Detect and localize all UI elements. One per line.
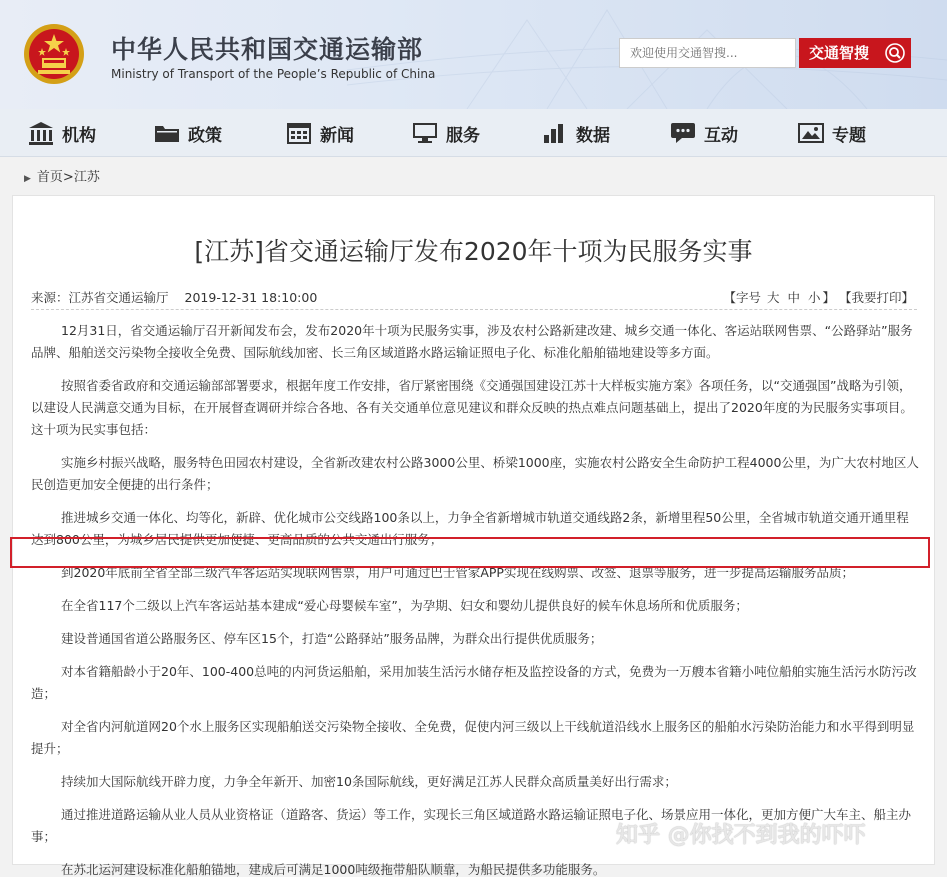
article-source: 来源：江苏省交通运输厅 xyxy=(31,290,169,305)
nav-item-label: 政策 xyxy=(188,125,222,146)
paragraph: 对本省籍船龄小于20年、100-400总吨的内河货运船舶，采用加装生活污水储存柜及监控设备的方式，免费为一万艘本省籍小吨位船舶实施生活污水防污改造； xyxy=(31,664,917,701)
nav-item-agency[interactable] xyxy=(28,109,96,157)
national-emblem-icon xyxy=(22,22,86,86)
monitor-icon xyxy=(412,121,438,145)
paragraph: 对全省内河航道网20个水上服务区实现船舶送交污染物全接收、全免费，促使内河三级以上干线航道沿线水上服务区的船舶水污染防治能力和水平得到明显提升； xyxy=(31,719,915,756)
article-body xyxy=(31,320,921,877)
article-meta xyxy=(31,288,317,306)
search-button[interactable] xyxy=(799,38,911,68)
paragraph: 在全省117个二级以上汽车客运站基本建成“爱心母婴候车室”，为孕期、妇女和婴幼儿提供良好的候车休息场所和优质服务； xyxy=(61,598,748,613)
font-size-label: 【字号 xyxy=(723,290,761,305)
nav-item-label: 新闻 xyxy=(320,125,354,146)
nav-item-label: 服务 xyxy=(446,125,480,146)
nav-item-interaction[interactable] xyxy=(670,109,738,157)
article-title: [江苏]省交通运输厅发布2020年十项为民服务实事 xyxy=(194,237,753,266)
nav-item-policy[interactable] xyxy=(154,109,222,157)
folder-icon xyxy=(154,121,180,145)
paragraph: 建设普通国省道公路服务区、停车区15个，打造“公路驿站”服务品牌，为群众出行提供优质服务； xyxy=(61,631,603,646)
nav-item-service[interactable] xyxy=(412,109,480,157)
site-header xyxy=(0,0,947,109)
paragraph: 持续加大国际航线开辟力度，力争全年新开、加密10条国际航线，更好满足江苏人民群众高质量美好出行需求； xyxy=(61,774,677,789)
font-size-label-close: 】 xyxy=(822,290,835,305)
font-size-large-link[interactable]: 大 xyxy=(766,290,780,305)
search-icon xyxy=(885,43,905,63)
search-input[interactable] xyxy=(619,38,796,68)
article-tools xyxy=(723,288,914,306)
nav-item-label: 机构 xyxy=(62,125,96,146)
article-datetime: 2019-12-31 18:10:00 xyxy=(184,290,318,305)
paragraph: 在苏北运河建设标准化船舶锚地，建成后可满足1000吨级拖带船队顺靠，为船民提供多功能服务。 xyxy=(61,862,606,877)
paragraph: 通过推进道路运输从业人员从业资格证（道路客、货运）等工作，实现长三角区域道路水路运输证照电子化、场景应用一体化，更加方便广大车主、船主办事； xyxy=(31,807,912,844)
paragraph: 按照省委省政府和交通运输部部署要求，根据年度工作安排，省厅紧密围绕《交通强国建设江苏十大样板实施方案》各项任务，以“交通强国”战略为引领，以建设人民满意交通为目标，在开展督查调研并综合各地、各有关交通单位意见建议和群众反映的热点难点问题基础上，提出了2020年度的为民服务实事项目。这十项为民实事包括： xyxy=(31,378,913,437)
calendar-icon xyxy=(286,121,312,145)
building-icon xyxy=(28,121,54,145)
breadcrumb-arrow-icon: ▶ xyxy=(24,174,31,184)
image-icon xyxy=(798,121,824,145)
print-link[interactable]: 【我要打印】 xyxy=(838,290,914,305)
nav-item-news[interactable] xyxy=(286,109,354,157)
breadcrumb xyxy=(24,166,100,185)
nav-item-data[interactable] xyxy=(542,109,610,157)
meta-divider xyxy=(31,309,917,310)
chat-icon xyxy=(670,121,696,145)
search-button-label: 交通智搜 xyxy=(809,44,870,62)
breadcrumb-text[interactable]: 首页>江苏 xyxy=(36,170,100,185)
ministry-name-cn: 中华人民共和国交通运输部 xyxy=(111,35,424,64)
nav-item-label: 互动 xyxy=(704,125,738,146)
bar-chart-icon xyxy=(542,121,568,145)
paragraph: 12月31日，省交通运输厅召开新闻发布会，发布2020年十项为民服务实事，涉及农村公路新建改建、城乡交通一体化、客运站联网售票、“公路驿站”服务品牌、船舶送交污染物全接收全免费、国际航线加密、长三角区域道路水路运输证照电子化、标准化船舶锚地建设等多方面。 xyxy=(31,323,913,360)
zhihu-watermark: 知乎 @你找不到我的吓吓 xyxy=(616,823,866,848)
font-size-small-link[interactable]: 小 xyxy=(807,290,821,305)
nav-item-topic[interactable] xyxy=(798,109,866,157)
ministry-name-en: Ministry of Transport of the People’s Republic of China xyxy=(111,67,436,81)
paragraph-highlighted: 到2020年底前全省全部三级汽车客运站实现联网售票，用户可通过巴士管家APP实现在线购票、改签、退票等服务，进一步提高运输服务品质； xyxy=(61,565,854,580)
nav-item-label: 数据 xyxy=(576,125,610,146)
main-nav xyxy=(0,109,947,157)
paragraph: 推进城乡交通一体化、均等化，新辟、优化城市公交线路100条以上，力争全省新增城市轨道交通线路2条，新增里程50公里，全省城市轨道交通开通里程达到800公里，为城乡居民提供更加便捷、更高品质的公共交通出行服务； xyxy=(31,510,909,547)
paragraph: 实施乡村振兴战略，服务特色田园农村建设，全省新改建农村公路3000公里、桥梁1000座，实施农村公路安全生命防护工程4000公里，为广大农村地区人民创造更加安全便捷的出行条件； xyxy=(31,455,919,492)
article-container xyxy=(12,195,935,877)
nav-item-label: 专题 xyxy=(832,125,866,146)
font-size-medium-link[interactable]: 中 xyxy=(787,290,800,305)
